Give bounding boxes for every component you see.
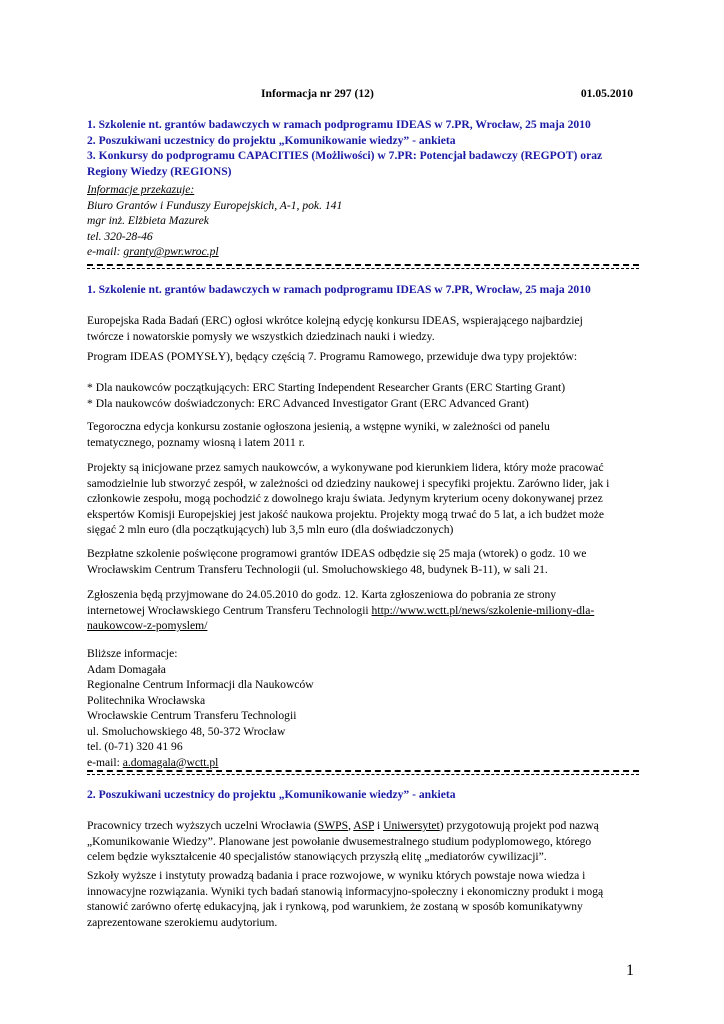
text-line: „Komunikowanie Wiedzy”. Planowane jest powołanie dwusemestralnego studium podyplomowego, którego — [87, 834, 592, 848]
section2-title: 2. Poszukiwani uczestnicy do projektu „Komunikowanie wiedzy” - ankieta — [87, 788, 456, 801]
contact-line: Biuro Grantów i Funduszy Europejskich, A-1, pok. 141 — [87, 198, 343, 212]
contact-line: Wrocławskie Centrum Transferu Technologii — [87, 709, 297, 722]
text-line: stanowić zarówno ofertę edukacyjną, jak i rynkową, pod warunkiem, że zostaną w sposób komunikatywny — [87, 900, 583, 913]
text-line: Europejska Rada Badań (ERC) ogłosi wkrótce kolejną edycję konkursu IDEAS, wspierającego najbardziej — [87, 314, 583, 327]
section1-list — [87, 380, 639, 411]
text-line — [87, 818, 639, 834]
registration-link[interactable]: http://www.wctt.pl/news/szkolenie-miliony-dla- — [371, 603, 595, 617]
section1-paragraph — [87, 419, 639, 450]
text-line: Program IDEAS (POMYSŁY), będący częścią 7. Programu Ramowego, przewiduje dwa typy projektów: — [87, 350, 578, 363]
table-of-contents — [87, 117, 639, 179]
text-span: i — [374, 819, 384, 832]
contact-line: Politechnika Wrocławska — [87, 693, 206, 707]
uniwersytet-link[interactable]: Uniwersytet — [383, 819, 440, 832]
document-header — [87, 86, 639, 102]
contact-line: mgr inż. Elżbieta Mazurek — [87, 214, 209, 227]
text-line: Zgłoszenia będą przyjmowane do 24.05.2010 do godz. 12. Karta zgłoszeniowa do pobrania ze strony — [87, 588, 557, 601]
contact-line: tel. 320-28-46 — [87, 229, 153, 243]
info-number: Informacja nr 297 (12) — [261, 87, 374, 100]
text-span: ) przygotowują projekt pod nazwą — [439, 819, 599, 832]
text-line: innowacyjne rozwiązania. Wyniki tych badań stanowią informacyjno-społeczny i ekonomiczny produkt i mogą — [87, 884, 604, 898]
text-line: celem będzie wykształcenie 40 specjalistów stanowiących przyszłą elitę „mediatorów cywilizacji”. — [87, 850, 547, 863]
section1-title: 1. Szkolenie nt. grantów badawczych w ramach podprogramu IDEAS w 7.PR, Wrocław, 25 maja 2010 — [87, 283, 591, 296]
asp-link[interactable]: ASP — [353, 819, 375, 832]
text-span: Pracownicy trzech wyższych uczelni Wrocławia ( — [87, 819, 318, 832]
text-line: twórcze i nowatorskie pomysły we wszystkich dziedzinach nauki i wiedzy. — [87, 329, 435, 343]
text-span: , — [348, 819, 354, 832]
registration-link-continued[interactable]: naukowcow-z-pomyslem/ — [87, 619, 208, 632]
email-prefix: e-mail: — [87, 755, 123, 769]
section-divider — [87, 770, 639, 772]
email-prefix: e-mail: — [87, 245, 124, 258]
section2-paragraph — [87, 818, 639, 865]
toc-item: 2. Poszukiwani uczestnicy do projektu „Komunikowanie wiedzy” - ankieta — [87, 133, 456, 147]
section1-contact — [87, 646, 639, 770]
contact-email-link[interactable]: granty@pwr.wroc.pl — [123, 245, 219, 258]
page-number: 1 — [626, 962, 634, 979]
text-span: internetowej Wrocławskiego Centrum Transferu Technologii — [87, 603, 372, 617]
section-divider — [87, 264, 639, 266]
contact-email-line — [87, 755, 639, 771]
contact-block — [87, 182, 342, 260]
text-line: samodzielnie lub stworzyć zespół, w zależności od dziedziny naukowej i specyfiki projektu. Zarówno lider, jak i — [87, 476, 610, 490]
contact-line: Regionalne Centrum Informacji dla Naukowców — [87, 678, 314, 691]
list-item: * Dla naukowców początkujących: ERC Starting Independent Researcher Grants (ERC Starting Grant) — [87, 381, 566, 394]
contact-line: tel. (0-71) 320 41 96 — [87, 740, 183, 753]
text-line: Szkoły wyższe i instytuty prowadzą badania i prace rozwojowe, w wyniku których powstaje nowa wiedza i — [87, 869, 586, 882]
section1-paragraph — [87, 587, 639, 634]
list-item: * Dla naukowców doświadczonych: ERC Advanced Investigator Grant (ERC Advanced Grant) — [87, 396, 529, 410]
section1-paragraph — [87, 460, 639, 538]
toc-item: Regiony Wiedzy (REGIONS) — [87, 164, 232, 178]
text-line: Wrocławskim Centrum Transferu Technologii (ul. Smoluchowskiego 48, budynek B-11), w sali 21. — [87, 562, 548, 576]
section1-paragraph — [87, 313, 639, 344]
toc-item: 3. Konkursy do podprogramu CAPACITIES (Możliwości) w 7.PR: Potencjał badawczy (REGPOT) oraz — [87, 149, 603, 162]
section2-paragraph — [87, 868, 639, 930]
text-line: Tegoroczna edycja konkursu zostanie ogłoszona jesienią, a wstępne wyniki, w zależności od panelu — [87, 420, 550, 433]
contact-line: Adam Domagała — [87, 662, 166, 676]
contact-heading: Informacje przekazuje: — [87, 183, 195, 196]
text-line: sięgać 2 mln euro (dla początkujących) lub 3,5 mln euro (dla doświadczonych) — [87, 523, 454, 536]
section1-paragraph — [87, 349, 639, 365]
contact-email-link[interactable]: a.domagala@wctt.pl — [122, 755, 219, 769]
contact-line: ul. Smoluchowskiego 48, 50-372 Wrocław — [87, 724, 286, 738]
swps-link[interactable]: SWPS — [317, 819, 349, 832]
toc-item: 1. Szkolenie nt. grantów badawczych w ramach podprogramu IDEAS w 7.PR, Wrocław, 25 maja 2010 — [87, 118, 591, 131]
text-line: członkowie zespołu, mogą pochodzić z dowolnego kraju świata. Jedynym kryterium oceny dokonywanej przez — [87, 492, 603, 505]
text-line: Bezpłatne szkolenie poświęcone programowi grantów IDEAS odbędzie się 25 maja (wtorek) o godz. 10 we — [87, 547, 587, 560]
text-line: Projekty są inicjowane przez samych naukowców, a wykonywane pod kierunkiem lidera, który może pracować — [87, 461, 604, 474]
section1-paragraph — [87, 546, 639, 577]
contact-email-line — [87, 244, 342, 260]
info-date: 01.05.2010 — [580, 87, 633, 100]
text-line: ekspertów Komisji Europejskiej jest jakość naukowa projektu. Projekty mogą trwać do 5 lat, a ich budżet może — [87, 507, 605, 521]
contact-line: Bliższe informacje: — [87, 647, 178, 660]
text-line: tematycznego, poznamy wiosną i latem 2011 r. — [87, 435, 305, 449]
text-line — [87, 603, 639, 619]
text-line: zaprezentowane szerokiemu audytorium. — [87, 915, 278, 929]
